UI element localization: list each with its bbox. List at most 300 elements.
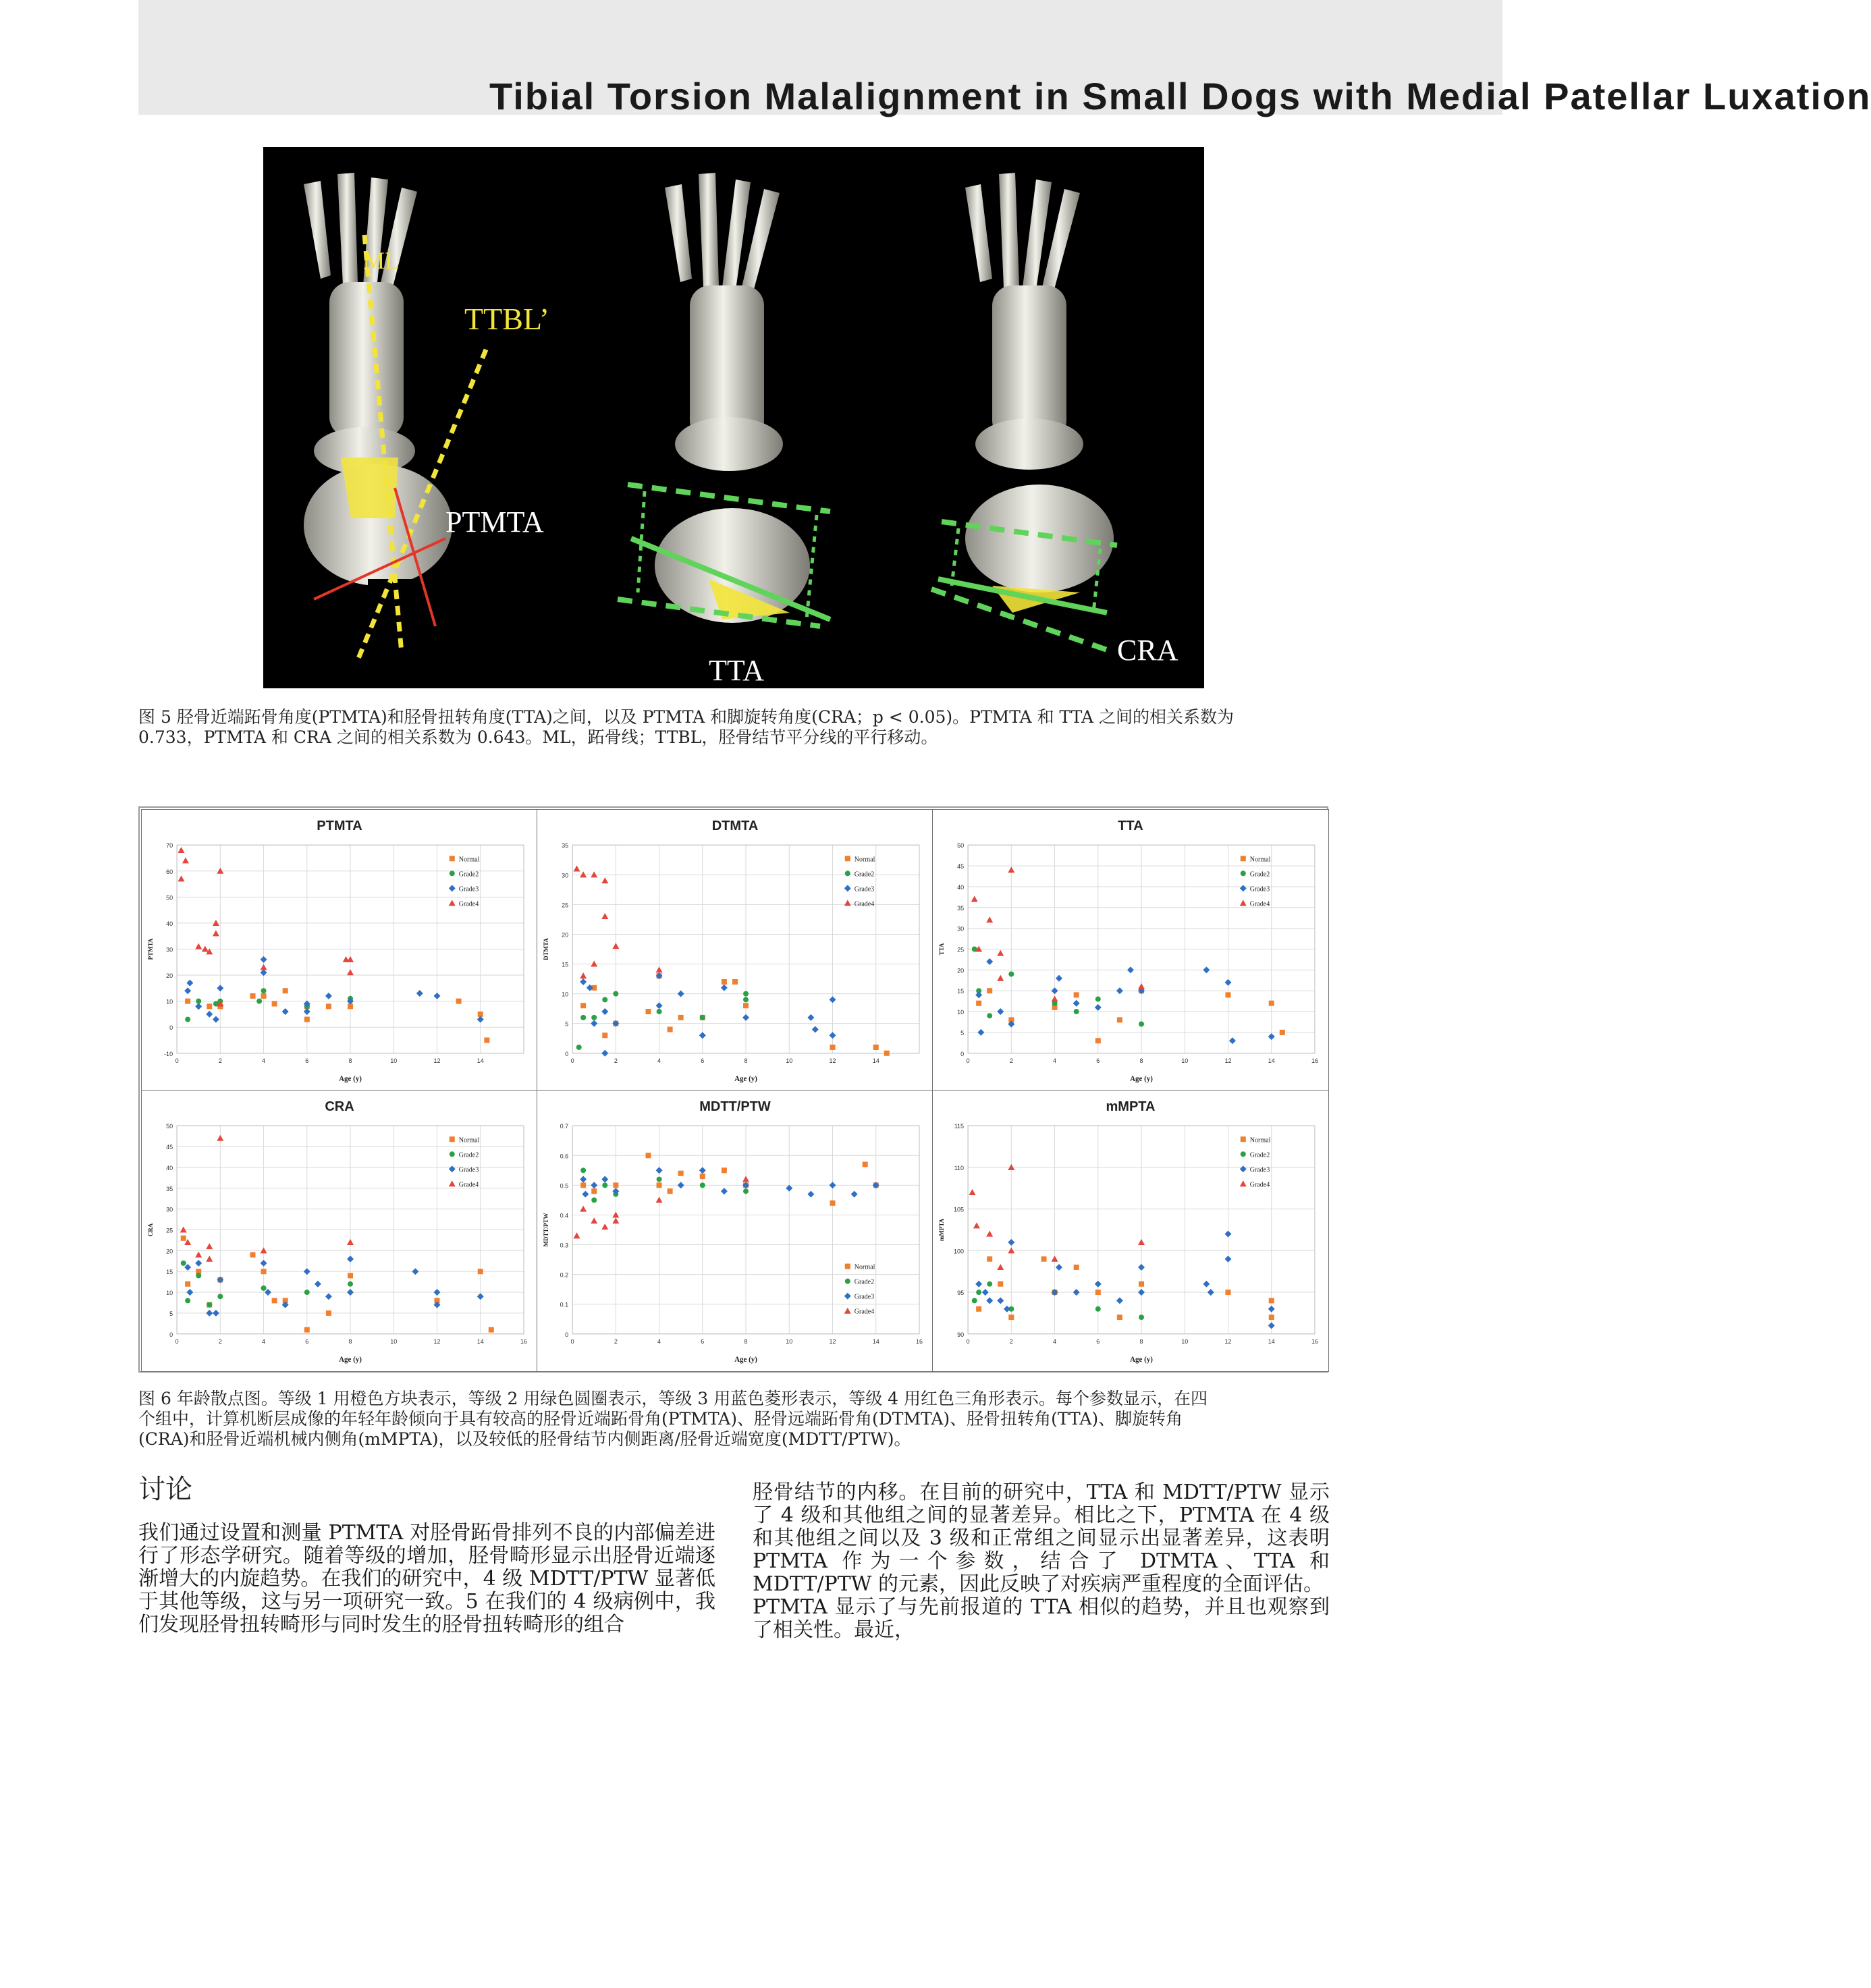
- data-point-grade4: [1008, 1164, 1014, 1170]
- data-point-normal: [613, 1182, 618, 1188]
- x-tick-label: 0: [570, 1057, 574, 1064]
- data-point-grade4: [195, 943, 202, 949]
- data-point-normal: [976, 1001, 981, 1006]
- y-tick-label: 40: [166, 1164, 173, 1171]
- y-tick-label: 45: [166, 1144, 173, 1151]
- legend-marker-grade4: [1240, 900, 1247, 906]
- x-tick-label: 6: [305, 1057, 309, 1064]
- data-point-grade3: [217, 985, 223, 991]
- data-point-grade3: [304, 1008, 310, 1015]
- data-point-grade2: [591, 1197, 597, 1203]
- x-tick-label: 16: [915, 1337, 923, 1345]
- data-point-grade4: [213, 930, 219, 936]
- data-point-grade3: [1138, 1264, 1145, 1271]
- data-point-grade3: [678, 1182, 684, 1188]
- y-tick-label: 10: [166, 1290, 173, 1297]
- data-point-normal: [987, 1257, 992, 1262]
- data-point-grade4: [969, 1189, 976, 1195]
- data-point-grade3: [829, 996, 836, 1003]
- chart-title: PTMTA: [317, 819, 362, 834]
- y-tick-label: 20: [957, 967, 965, 974]
- legend-label: Grade3: [1249, 1166, 1270, 1174]
- x-tick-label: 12: [1224, 1057, 1232, 1064]
- data-point-grade3: [186, 1289, 193, 1296]
- data-point-normal: [1225, 1290, 1230, 1295]
- data-point-normal: [678, 1171, 684, 1176]
- data-point-grade4: [601, 1223, 608, 1230]
- data-point-grade3: [699, 1167, 706, 1174]
- y-tick-label: 20: [166, 1248, 173, 1255]
- y-tick-label: 110: [954, 1164, 965, 1171]
- data-point-grade2: [743, 997, 749, 1002]
- data-point-grade4: [997, 1264, 1004, 1270]
- data-point-grade4: [347, 1239, 354, 1245]
- legend-marker-grade4: [844, 900, 851, 906]
- discussion-column-1: 我们通过设置和测量 PTMTA 对胫骨跖骨排列不良的内部偏差进行了形态学研究。随着等级的增加，胫骨畸形显示出胫骨近端逐渐增大的内旋趋势。在我们的研究中，4 级 MDTT/PTW 显著低于其他等级，这与另一项研究一致。5 在我们的 4 级病例中，我们发现胫骨扭转畸形与同时发生的胫骨扭转畸形的组合: [138, 1521, 715, 1636]
- data-point-grade2: [657, 1009, 662, 1014]
- data-point-grade3: [282, 1008, 289, 1015]
- legend-marker-grade2: [450, 871, 455, 876]
- data-point-normal: [1225, 992, 1230, 997]
- data-point-normal: [304, 1017, 310, 1022]
- x-tick-label: 10: [786, 1337, 793, 1345]
- data-point-normal: [580, 1003, 586, 1008]
- y-tick-label: 45: [957, 863, 965, 871]
- data-point-grade3: [678, 991, 684, 997]
- x-tick-label: 2: [218, 1057, 222, 1064]
- data-point-grade3: [477, 1016, 484, 1023]
- y-tick-label: 10: [957, 1009, 965, 1016]
- y-axis-label: TTA: [938, 943, 946, 956]
- x-tick-label: 10: [390, 1337, 398, 1345]
- chart-dtmta: [537, 810, 933, 1090]
- y-tick-label: 50: [957, 842, 965, 850]
- data-point-grade3: [347, 1256, 354, 1263]
- legend-marker-grade3: [1240, 885, 1247, 891]
- data-point-normal: [1269, 1315, 1274, 1320]
- x-tick-label: 10: [786, 1057, 793, 1064]
- legend-marker-grade3: [449, 1165, 456, 1172]
- data-point-grade3: [416, 990, 423, 997]
- data-point-normal: [326, 1003, 331, 1009]
- figure-6-scatter-grid: [138, 806, 1328, 1373]
- data-point-normal: [998, 1281, 1003, 1287]
- figure-5-svg: [263, 147, 1204, 688]
- data-point-grade4: [178, 847, 185, 853]
- legend-label: Normal: [854, 1263, 875, 1271]
- figure-5-caption: 图 5 胫骨近端跖骨角度(PTMTA)和胫骨扭转角度(TTA)之间，以及 PTMTA 和脚旋转角度(CRA；p < 0.05)。PTMTA 和 TTA 之间的相关系数为 0.733，PTMTA 和 CRA 之间的相关系数为 0.643。ML，跖骨线；TTBL，胫骨结节平分线的平行移动。: [138, 707, 1234, 747]
- chart-title: MDTT/PTW: [699, 1099, 771, 1115]
- chart-panel-ptmta: [141, 809, 538, 1091]
- y-tick-label: 0: [169, 1331, 173, 1338]
- data-point-grade3: [184, 987, 191, 994]
- data-point-normal: [456, 999, 462, 1004]
- data-point-normal: [261, 1269, 267, 1274]
- y-tick-label: 20: [562, 931, 569, 939]
- x-tick-label: 14: [1268, 1337, 1275, 1345]
- data-point-grade3: [1268, 1322, 1275, 1329]
- x-tick-label: 2: [1009, 1337, 1013, 1345]
- data-point-grade2: [1074, 1009, 1079, 1014]
- data-point-grade4: [217, 1135, 223, 1141]
- data-point-normal: [484, 1037, 489, 1043]
- legend-label: Grade2: [458, 871, 479, 879]
- legend-label: Grade4: [458, 900, 479, 908]
- y-tick-label: 10: [562, 991, 569, 998]
- data-point-grade3: [1127, 966, 1134, 973]
- y-tick-label: 30: [957, 925, 965, 933]
- x-axis-label: Age (y): [1130, 1355, 1153, 1364]
- chart-panel-dtmta: [537, 809, 933, 1091]
- data-point-grade2: [976, 1290, 981, 1295]
- data-point-normal: [1269, 1001, 1274, 1006]
- y-tick-label: 25: [957, 946, 965, 954]
- data-point-grade4: [997, 950, 1004, 956]
- data-point-grade2: [261, 1286, 267, 1291]
- legend-marker-grade4: [449, 1180, 456, 1186]
- data-point-grade4: [656, 966, 663, 972]
- section-heading-discussion: 讨论: [138, 1474, 192, 1505]
- data-point-grade3: [601, 1008, 608, 1015]
- data-point-grade4: [347, 956, 354, 962]
- legend-label: Normal: [1249, 1136, 1271, 1144]
- legend-marker-grade2: [1241, 1151, 1246, 1157]
- legend-label: Grade4: [854, 1308, 875, 1316]
- y-tick-label: 115: [954, 1123, 965, 1130]
- data-point-grade2: [1095, 997, 1101, 1002]
- data-point-grade4: [742, 1176, 749, 1182]
- x-tick-label: 4: [657, 1057, 661, 1064]
- x-tick-label: 6: [701, 1337, 705, 1345]
- data-point-normal: [591, 1188, 597, 1194]
- data-point-grade3: [812, 1026, 819, 1032]
- x-tick-label: 2: [614, 1337, 618, 1345]
- data-point-normal: [645, 1153, 651, 1158]
- data-point-normal: [1074, 992, 1079, 997]
- legend-label: Grade2: [854, 1278, 875, 1286]
- x-tick-label: 0: [175, 1057, 179, 1064]
- chart-title: DTMTA: [711, 819, 759, 834]
- x-tick-label: 12: [433, 1337, 441, 1345]
- data-point-grade3: [304, 1268, 310, 1275]
- data-point-grade4: [591, 1217, 597, 1223]
- y-tick-label: 5: [169, 1310, 173, 1317]
- y-tick-label: 0.4: [560, 1212, 569, 1219]
- x-tick-label: 10: [1181, 1337, 1189, 1345]
- data-point-grade4: [986, 1231, 993, 1237]
- data-point-grade3: [975, 991, 982, 998]
- data-point-grade3: [997, 1297, 1004, 1304]
- figure-6-caption: 图 6 年龄散点图。等级 1 用橙色方块表示，等级 2 用绿色圆圈表示，等级 3 用蓝色菱形表示，等级 4 用红色三角形表示。每个参数显示，在四 个组中，计算机断层成像的年轻年龄倾向于具有较高的胫骨近端跖骨角(PTMTA)、胫骨远端跖骨角(DTMTA)、胫骨扭转角(TTA)、脚旋转角 (CRA)和胫骨近端机械内侧角(mMPTA)，以及较低的胫骨结节内侧距离/胫骨近端宽度(MDTT/PTW)。: [138, 1389, 1208, 1449]
- data-point-grade3: [1073, 1000, 1080, 1007]
- data-point-grade3: [742, 1014, 749, 1021]
- chart-mdtt-ptw: [537, 1090, 933, 1371]
- data-point-normal: [304, 1327, 310, 1333]
- data-point-normal: [1139, 1281, 1144, 1287]
- data-point-grade4: [612, 943, 619, 949]
- x-tick-label: 16: [1311, 1337, 1318, 1345]
- data-point-grade3: [699, 1032, 706, 1039]
- legend-marker-normal: [845, 856, 850, 861]
- y-tick-label: 0.2: [560, 1271, 569, 1279]
- legend-label: Grade2: [854, 871, 875, 879]
- data-point-grade4: [261, 964, 267, 970]
- x-tick-label: 8: [1139, 1057, 1143, 1064]
- y-tick-label: 35: [166, 1185, 173, 1192]
- data-point-grade4: [347, 969, 354, 975]
- data-point-grade2: [700, 1015, 705, 1020]
- y-axis-label: CRA: [147, 1223, 155, 1237]
- chart-panel-mmpta: [932, 1090, 1329, 1372]
- x-axis-label: Age (y): [339, 1355, 362, 1364]
- data-point-grade3: [591, 1020, 597, 1027]
- legend-marker-grade2: [450, 1151, 455, 1157]
- data-point-grade3: [986, 1297, 993, 1304]
- y-tick-label: 95: [957, 1290, 965, 1297]
- x-tick-label: 4: [1053, 1337, 1057, 1345]
- data-point-grade2: [580, 1015, 586, 1020]
- data-point-grade2: [1095, 1306, 1101, 1312]
- data-point-grade3: [1008, 1239, 1014, 1246]
- data-point-grade3: [601, 1176, 608, 1183]
- data-point-normal: [326, 1310, 331, 1316]
- data-point-grade4: [656, 1196, 663, 1203]
- data-point-grade2: [304, 1290, 310, 1295]
- x-tick-label: 2: [1009, 1057, 1013, 1064]
- x-tick-label: 12: [829, 1337, 836, 1345]
- y-tick-label: 30: [166, 1206, 173, 1213]
- data-point-grade2: [1139, 1315, 1144, 1320]
- data-point-grade4: [986, 916, 993, 922]
- header-band: [138, 0, 1871, 117]
- data-point-grade3: [1268, 1033, 1275, 1040]
- data-point-grade2: [217, 1294, 223, 1299]
- y-tick-label: 0.7: [560, 1123, 569, 1130]
- data-point-normal: [645, 1009, 651, 1014]
- x-tick-label: 4: [1053, 1057, 1057, 1064]
- legend-label: Grade4: [1249, 1181, 1270, 1189]
- y-tick-label: 70: [166, 842, 173, 850]
- legend-marker-normal: [1241, 1136, 1246, 1142]
- legend-label: Grade2: [1249, 871, 1270, 879]
- data-point-normal: [1095, 1290, 1101, 1295]
- figure-5-ct-image: [263, 147, 1204, 688]
- chart-tta: [933, 810, 1328, 1090]
- legend-marker-normal: [1241, 856, 1246, 861]
- data-point-grade2: [591, 1015, 597, 1020]
- data-point-grade3: [1203, 966, 1210, 973]
- data-point-grade3: [829, 1032, 836, 1039]
- x-tick-label: 14: [872, 1057, 879, 1064]
- legend-label: Grade3: [854, 885, 875, 893]
- y-tick-label: 40: [957, 883, 965, 891]
- label-tta: TTA: [709, 654, 765, 687]
- y-tick-label: 0: [565, 1050, 569, 1057]
- data-point-grade3: [1224, 1231, 1231, 1238]
- y-tick-label: 40: [166, 920, 173, 927]
- x-tick-label: 2: [614, 1057, 618, 1064]
- legend-label: Grade4: [458, 1181, 479, 1189]
- data-point-grade4: [574, 1232, 580, 1238]
- data-point-normal: [261, 993, 267, 999]
- label-ptmta: PTMTA: [445, 505, 544, 539]
- data-point-normal: [580, 1182, 586, 1188]
- data-point-normal: [272, 1298, 277, 1303]
- x-tick-label: 10: [1181, 1057, 1189, 1064]
- x-tick-label: 14: [477, 1057, 484, 1064]
- legend-label: Grade3: [854, 1293, 875, 1301]
- data-point-grade3: [186, 980, 193, 987]
- legend-marker-normal: [450, 1136, 455, 1142]
- data-point-grade3: [1229, 1037, 1236, 1044]
- data-point-grade3: [315, 1281, 321, 1288]
- x-tick-label: 16: [520, 1337, 527, 1345]
- data-point-normal: [830, 1200, 835, 1206]
- legend-marker-grade4: [449, 900, 456, 906]
- data-point-grade3: [325, 993, 332, 999]
- data-point-grade3: [656, 1167, 663, 1174]
- data-point-grade3: [1095, 1281, 1102, 1288]
- y-tick-label: 0: [169, 1024, 173, 1032]
- data-point-grade3: [807, 1014, 814, 1021]
- running-head: Tibial Torsion Malalignment in Small Dogs with Medial Patellar Luxation: [489, 75, 1871, 117]
- data-point-normal: [722, 979, 727, 985]
- data-point-normal: [185, 999, 190, 1004]
- data-point-grade3: [975, 1281, 982, 1288]
- label-ml: ML: [363, 247, 400, 274]
- data-point-grade2: [207, 1302, 212, 1308]
- legend-label: Grade4: [854, 900, 875, 908]
- x-tick-label: 6: [1096, 1057, 1100, 1064]
- data-point-grade4: [182, 857, 189, 863]
- y-tick-label: 10: [166, 998, 173, 1005]
- data-point-grade2: [972, 1298, 977, 1303]
- legend-label: Grade3: [458, 1166, 479, 1174]
- data-point-normal: [1095, 1038, 1101, 1043]
- data-point-grade4: [601, 877, 608, 883]
- y-tick-label: 0.3: [560, 1242, 569, 1249]
- legend-marker-grade2: [1241, 871, 1246, 876]
- legend-label: Normal: [458, 856, 480, 864]
- data-point-grade2: [196, 1273, 201, 1278]
- data-point-grade3: [601, 1050, 608, 1057]
- data-point-normal: [722, 1167, 727, 1173]
- data-point-grade3: [1224, 1256, 1231, 1263]
- data-point-grade3: [982, 1289, 989, 1296]
- data-point-normal: [250, 1252, 255, 1258]
- data-point-grade3: [582, 1191, 589, 1198]
- x-axis-label: Age (y): [339, 1074, 362, 1083]
- data-point-grade3: [195, 1003, 202, 1010]
- data-point-normal: [732, 979, 738, 985]
- x-tick-label: 14: [477, 1337, 484, 1345]
- data-point-normal: [602, 1032, 607, 1038]
- y-tick-label: 0.6: [560, 1153, 569, 1160]
- data-point-grade2: [348, 1281, 353, 1287]
- data-point-grade2: [256, 999, 262, 1004]
- legend-label: Grade2: [1249, 1151, 1270, 1159]
- x-axis-label: Age (y): [734, 1074, 757, 1083]
- data-point-normal: [668, 1026, 673, 1032]
- data-point-grade4: [591, 961, 597, 967]
- legend-label: Grade3: [458, 885, 479, 893]
- data-point-grade3: [851, 1191, 858, 1198]
- data-point-normal: [1117, 1315, 1122, 1320]
- y-tick-label: 15: [957, 988, 965, 995]
- x-tick-label: 10: [390, 1057, 398, 1064]
- data-point-grade3: [261, 1260, 267, 1267]
- data-point-grade3: [591, 1182, 597, 1188]
- data-point-normal: [283, 988, 288, 993]
- data-point-grade3: [347, 1289, 354, 1296]
- data-point-normal: [976, 1306, 981, 1312]
- data-point-grade4: [1138, 1239, 1145, 1245]
- data-point-normal: [884, 1051, 890, 1056]
- data-point-grade3: [977, 1029, 984, 1036]
- legend-marker-normal: [845, 1264, 850, 1269]
- data-point-normal: [348, 1273, 353, 1278]
- x-tick-label: 12: [829, 1057, 836, 1064]
- data-point-grade3: [580, 978, 587, 985]
- data-point-normal: [1269, 1298, 1274, 1303]
- y-tick-label: 5: [960, 1029, 965, 1037]
- data-point-grade4: [195, 1252, 202, 1258]
- data-point-grade4: [971, 895, 978, 902]
- x-tick-label: 8: [744, 1337, 748, 1345]
- label-cra: CRA: [1117, 634, 1178, 667]
- x-tick-label: 6: [1096, 1337, 1100, 1345]
- data-point-normal: [250, 993, 255, 999]
- data-point-grade3: [1208, 1289, 1214, 1296]
- data-point-grade3: [261, 956, 267, 963]
- x-tick-label: 0: [966, 1337, 970, 1345]
- x-tick-label: 8: [348, 1337, 352, 1345]
- data-point-grade4: [997, 975, 1004, 981]
- chart-title: CRA: [325, 1099, 354, 1115]
- data-point-normal: [668, 1188, 673, 1194]
- data-point-grade4: [574, 865, 580, 871]
- data-point-grade3: [206, 1310, 213, 1317]
- y-tick-label: 90: [957, 1331, 965, 1338]
- chart-title: TTA: [1118, 819, 1143, 834]
- data-point-grade2: [185, 1298, 190, 1303]
- data-point-grade2: [1139, 1022, 1144, 1027]
- y-tick-label: 30: [562, 872, 569, 879]
- x-tick-label: 8: [744, 1057, 748, 1064]
- data-point-grade3: [1004, 1306, 1010, 1313]
- data-point-grade4: [178, 875, 185, 881]
- data-point-grade3: [477, 1293, 484, 1300]
- data-point-grade2: [580, 1167, 586, 1173]
- data-point-grade3: [1203, 1281, 1210, 1288]
- y-tick-label: 15: [562, 961, 569, 968]
- data-point-grade2: [700, 1182, 705, 1188]
- data-point-normal: [1041, 1257, 1046, 1262]
- chart-mmpta: [933, 1090, 1328, 1371]
- y-axis-label: PTMTA: [147, 938, 155, 960]
- x-axis-label: Age (y): [734, 1355, 757, 1364]
- data-point-grade3: [433, 993, 440, 999]
- legend-marker-grade3: [449, 885, 456, 891]
- legend-marker-grade3: [1240, 1165, 1247, 1172]
- y-tick-label: 25: [166, 1227, 173, 1234]
- data-point-grade3: [213, 1016, 219, 1023]
- y-tick-label: 105: [954, 1206, 965, 1213]
- x-tick-label: 14: [872, 1337, 879, 1345]
- x-tick-label: 4: [262, 1057, 266, 1064]
- legend-label: Grade4: [1249, 900, 1270, 908]
- data-point-grade3: [206, 1011, 213, 1018]
